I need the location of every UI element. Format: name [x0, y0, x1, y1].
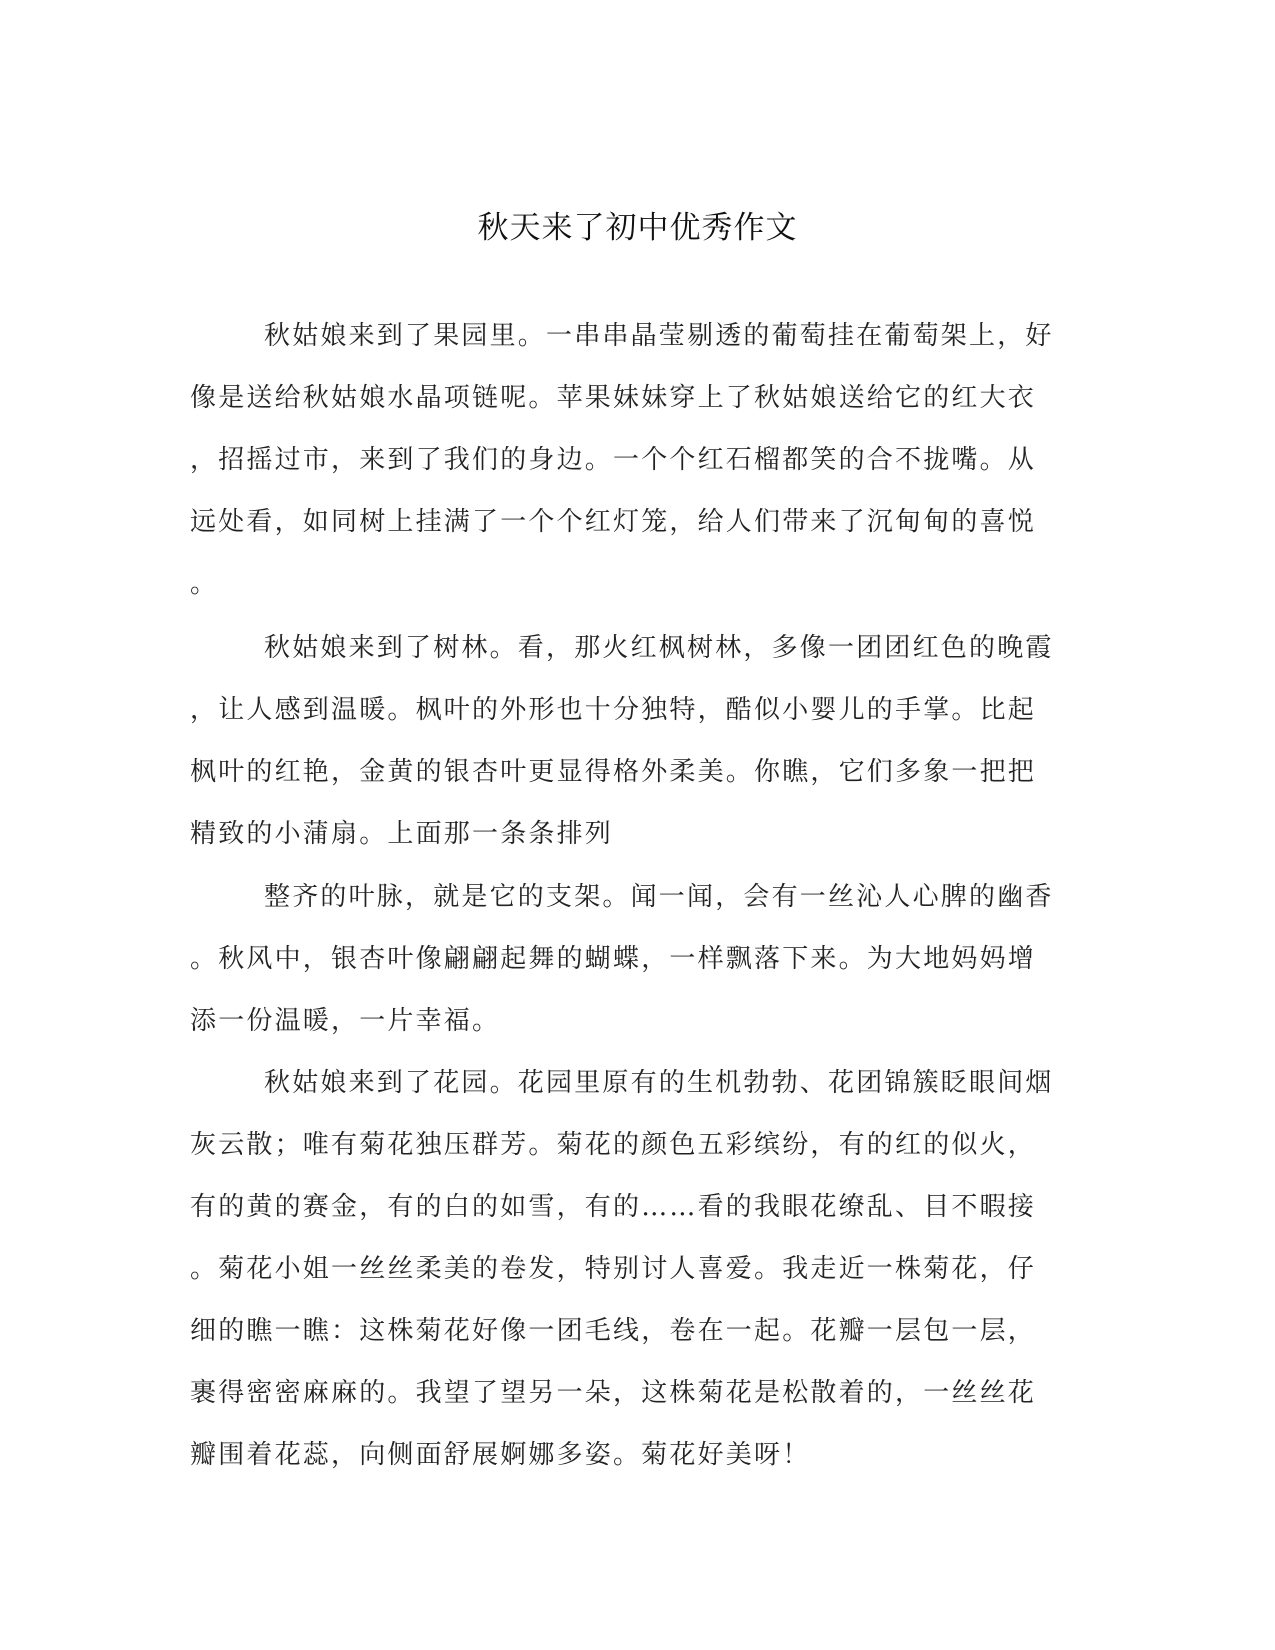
text-line: 秋姑娘来到了花园。花园里原有的生机勃勃、花团锦簇眨眼间烟 — [264, 1068, 1054, 1098]
text-line: 整齐的叶脉，就是它的支架。闻一闻，会有一丝沁人心脾的幽香 — [264, 882, 1054, 912]
text-line: 添一份温暖，一片幸福。 — [190, 1006, 501, 1036]
text-line: ，招摇过市，来到了我们的身边。一个个红石榴都笑的合不拢嘴。从 — [190, 445, 1037, 475]
text-line: 枫叶的红艳，金黄的银杏叶更显得格外柔美。你瞧，它们多象一把把 — [190, 757, 1037, 787]
text-line: 灰云散；唯有菊花独压群芳。菊花的颜色五彩缤纷，有的红的似火， — [190, 1130, 1037, 1160]
text-line: 瓣围着花蕊，向侧面舒展婀娜多姿。菊花好美呀！ — [190, 1440, 811, 1470]
text-line: 秋姑娘来到了树林。看，那火红枫树林，多像一团团红色的晚霞 — [264, 633, 1054, 663]
document-title: 秋天来了初中优秀作文 — [477, 210, 798, 246]
text-line: 秋姑娘来到了果园里。一串串晶莹剔透的葡萄挂在葡萄架上，好 — [264, 321, 1054, 351]
text-line: 。菊花小姐一丝丝柔美的卷发，特别讨人喜爱。我走近一株菊花，仔 — [190, 1254, 1037, 1284]
text-line: 细的瞧一瞧：这株菊花好像一团毛线，卷在一起。花瓣一层包一层， — [190, 1316, 1037, 1346]
text-line: 像是送给秋姑娘水晶项链呢。苹果妹妹穿上了秋姑娘送给它的红大衣 — [190, 383, 1037, 413]
text-line: ，让人感到温暖。枫叶的外形也十分独特，酷似小婴儿的手掌。比起 — [190, 695, 1037, 725]
text-line: 。 — [190, 569, 219, 599]
text-line: 远处看，如同树上挂满了一个个红灯笼，给人们带来了沉甸甸的喜悦 — [190, 507, 1037, 537]
text-line: 裹得密密麻麻的。我望了望另一朵，这株菊花是松散着的，一丝丝花 — [190, 1378, 1037, 1408]
text-line: 有的黄的赛金，有的白的如雪，有的……看的我眼花缭乱、目不暇接 — [190, 1192, 1037, 1222]
text-line: 。秋风中，银杏叶像翩翩起舞的蝴蝶，一样飘落下来。为大地妈妈增 — [190, 944, 1037, 974]
text-line: 精致的小蒲扇。上面那一条条排列 — [190, 819, 614, 849]
